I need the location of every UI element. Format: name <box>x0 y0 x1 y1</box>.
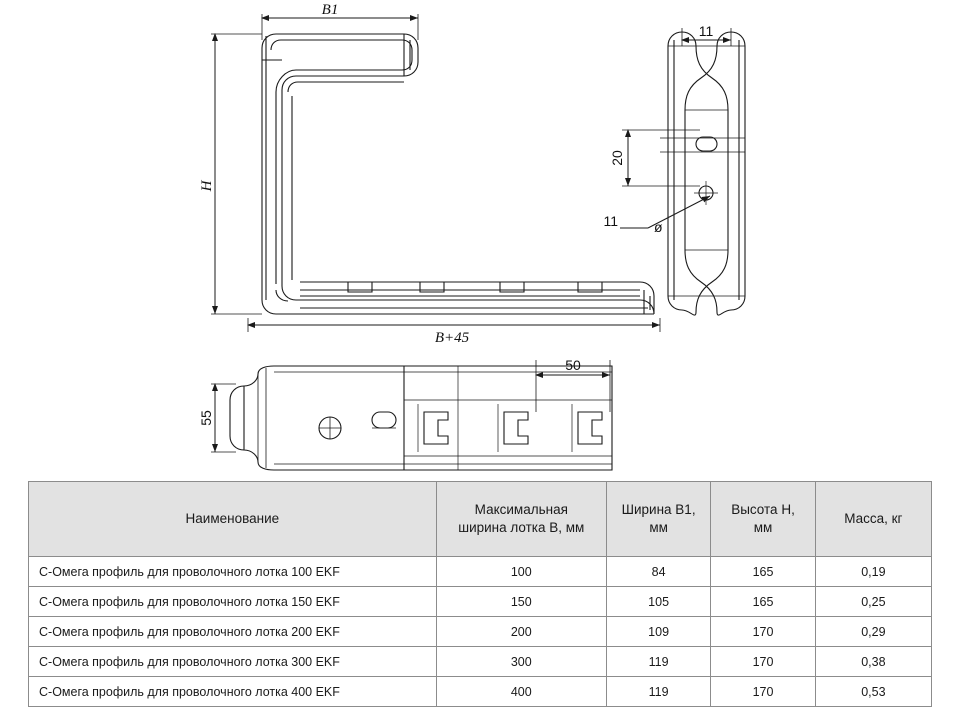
table-row <box>29 557 932 587</box>
cell-mass: 0,19 <box>815 557 931 587</box>
cell-name: C-Омега профиль для проволочного лотка 100 EKF <box>29 557 437 587</box>
cell-b1: 119 <box>606 647 710 677</box>
cell-b1: 84 <box>606 557 710 587</box>
dim-50-label: 50 <box>565 357 581 373</box>
table-header-row <box>29 482 932 557</box>
col-header-max-width-line2: ширина лотка B, мм <box>458 520 585 535</box>
cell-name: C-Омега профиль для проволочного лотка 200 EKF <box>29 617 437 647</box>
cell-mass: 0,25 <box>815 587 931 617</box>
col-header-b1-line1: Ширина B1, <box>621 501 696 517</box>
cell-name: C-Омега профиль для проволочного лотка 150 EKF <box>29 587 437 617</box>
table-row <box>29 587 932 617</box>
cell-max-width: 150 <box>436 587 606 617</box>
col-header-mass: Масса, кг <box>815 482 931 557</box>
dim-20-label: 20 <box>609 150 625 166</box>
cell-mass: 0,38 <box>815 647 931 677</box>
front-view-bracket <box>262 34 654 314</box>
cell-h: 170 <box>711 617 815 647</box>
cell-h: 165 <box>711 557 815 587</box>
cell-name: C-Омега профиль для проволочного лотка 300 EKF <box>29 647 437 677</box>
dimension-20 <box>609 130 745 186</box>
col-header-name: Наименование <box>29 482 437 557</box>
dimension-h <box>199 34 262 314</box>
dim-55-label: 55 <box>198 410 214 426</box>
col-header-max-width-line1: Максимальная <box>474 501 568 517</box>
cell-b1: 105 <box>606 587 710 617</box>
dim-11-hole-label: 11 <box>603 213 618 229</box>
cell-max-width: 300 <box>436 647 606 677</box>
cell-mass: 0,53 <box>815 677 931 707</box>
col-header-h-line2: мм <box>753 520 773 535</box>
col-header-h-line1: Высота H, <box>731 501 795 517</box>
cell-mass: 0,29 <box>815 617 931 647</box>
bottom-view-bracket <box>230 366 612 470</box>
cell-max-width: 200 <box>436 617 606 647</box>
dimension-11-hole <box>603 196 710 235</box>
cell-b1: 119 <box>606 677 710 707</box>
cell-b1: 109 <box>606 617 710 647</box>
cell-max-width: 100 <box>436 557 606 587</box>
dimension-b-plus-45 <box>248 318 660 346</box>
cell-h: 170 <box>711 647 815 677</box>
specification-table <box>28 481 932 707</box>
cell-h: 165 <box>711 587 815 617</box>
table-header <box>29 482 932 557</box>
cell-name: C-Омега профиль для проволочного лотка 400 EKF <box>29 677 437 707</box>
col-header-h <box>711 482 815 557</box>
col-header-b1 <box>606 482 710 557</box>
dim-b45-label: B+45 <box>434 330 470 346</box>
cell-max-width: 400 <box>436 677 606 707</box>
cell-h: 170 <box>711 677 815 707</box>
dim-11-top-label: 11 <box>698 23 714 39</box>
side-view-bracket <box>668 32 745 315</box>
table-row <box>29 617 932 647</box>
dim-b1-label: B1 <box>321 2 339 18</box>
dimension-50 <box>536 357 610 412</box>
table-body <box>29 557 932 707</box>
col-header-b1-line2: мм <box>649 520 668 535</box>
diameter-symbol: ø <box>654 219 663 235</box>
table-row <box>29 647 932 677</box>
dim-h-label: H <box>199 180 215 192</box>
col-header-max-width <box>436 482 606 557</box>
table-row <box>29 677 932 707</box>
